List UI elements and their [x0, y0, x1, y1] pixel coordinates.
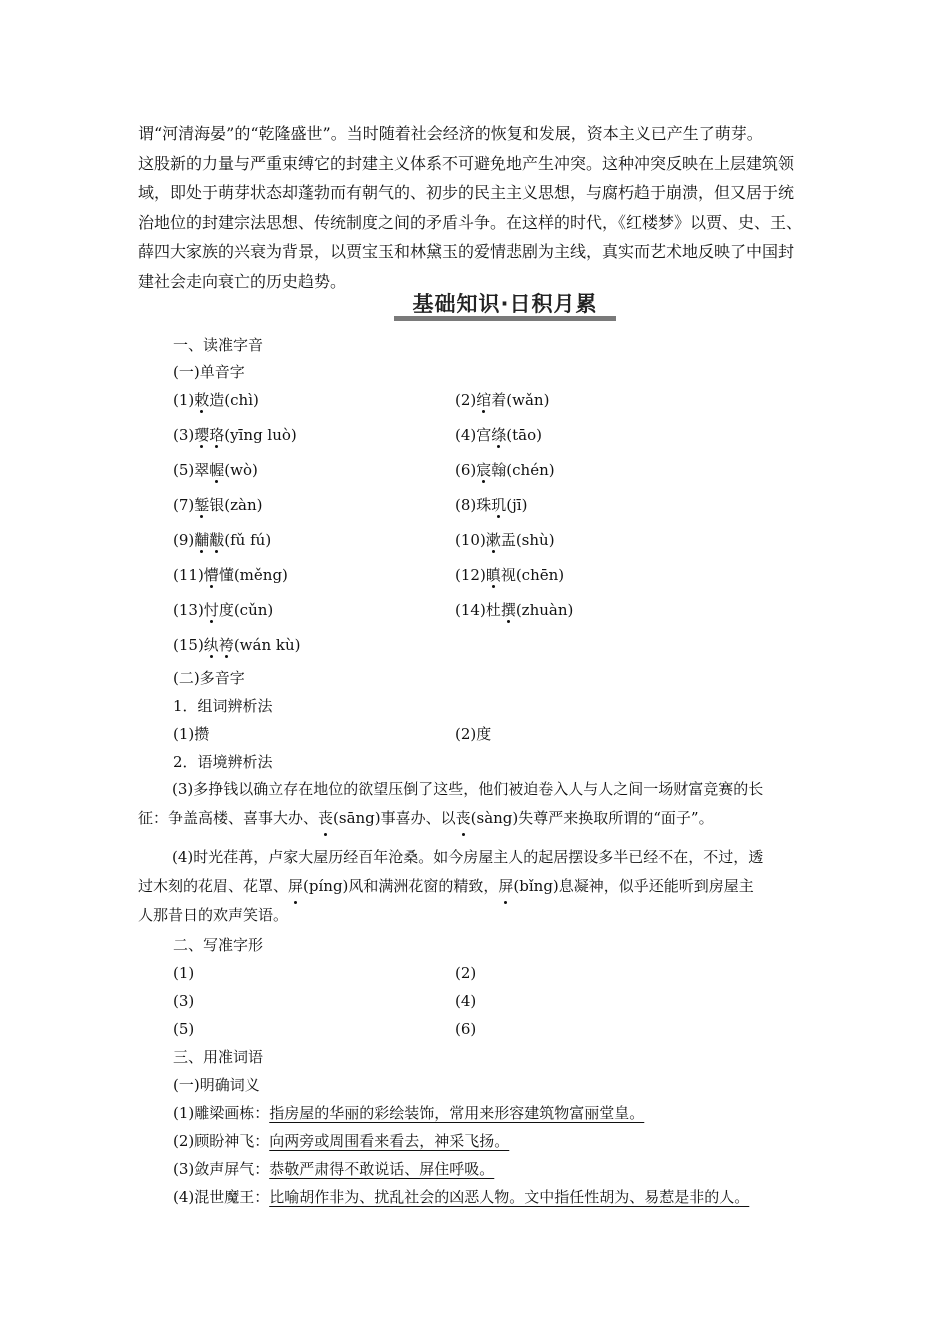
item-number: (8) [455, 496, 477, 514]
definition-row [173, 1187, 749, 1207]
dotted-char: 屏 [288, 872, 303, 901]
item-pinyin: (fǔ fú) [224, 531, 272, 549]
heading-word-usage: 三、用准词语 [173, 1048, 264, 1066]
item-pinyin: (tāo) [506, 426, 542, 444]
item-char: 宫 [476, 426, 492, 444]
single-char-item [173, 390, 259, 410]
text-run: 过木刻的花眉、花罩、 [138, 877, 289, 895]
definition-text: 恭敬严肃得不敢说话、屏住呼吸。 [269, 1160, 495, 1178]
paragraph-line: (3)多挣钱以确立存在地位的欲望压倒了这些，他们被迫卷入人与人之间一场财富竞赛的长 [172, 780, 764, 798]
single-char-item [173, 635, 301, 655]
single-char-item [455, 425, 542, 445]
item-pinyin: (wò) [224, 461, 258, 479]
item-char: 珠 [476, 496, 492, 514]
single-char-item [455, 460, 555, 480]
glyph-item: (2) [455, 964, 477, 982]
single-char-item [173, 460, 258, 480]
item-char: 银 [209, 496, 225, 514]
item-char: 錾 [194, 496, 210, 514]
item-char: 黻 [209, 531, 225, 549]
item-char: 瞋 [485, 566, 501, 584]
definition-term: (3)敛声屏气： [173, 1160, 270, 1178]
definition-text: 向两旁或周围看来看去，神采飞扬。 [269, 1132, 510, 1150]
item-char: 盂 [500, 531, 516, 549]
method-one-item-2: (2)度 [455, 725, 492, 743]
definition-term: (4)混世魔王： [173, 1188, 270, 1206]
text-run: 征：争盖高楼、喜事大办、 [138, 809, 319, 827]
method-one: 1．组词辨析法 [173, 697, 273, 715]
glyph-item: (1) [173, 964, 195, 982]
definition-text: 指房屋的华丽的彩绘装饰，常用来形容建筑物富丽堂皇。 [269, 1104, 645, 1122]
dotted-char: 丧 [456, 804, 471, 833]
intro-line: 这股新的力量与严重束缚它的封建主义体系不可避免地产生冲突。这种冲突反映在上层建筑领 [138, 153, 795, 173]
item-number: (12) [455, 566, 486, 584]
paragraph-line: (4)时光荏苒，卢家大屋历经百年沧桑。如今房屋主人的起居摆设多半已经不在，不过，透 [172, 848, 764, 866]
item-pinyin: (yīng luò) [224, 426, 297, 444]
method-two: 2．语境辨析法 [173, 753, 273, 771]
context-paragraph-3 [138, 775, 850, 833]
item-char: 漱 [485, 531, 501, 549]
item-char: 绦 [491, 426, 507, 444]
paragraph-line: 人那昔日的欢声笑语。 [138, 906, 289, 924]
item-char: 绾 [476, 391, 492, 409]
item-char: 袴 [218, 636, 234, 654]
intro-line: 建社会走向衰亡的历史趋势。 [138, 271, 347, 291]
item-char: 幄 [209, 461, 225, 479]
item-char: 翰 [491, 461, 507, 479]
item-number: (6) [455, 461, 477, 479]
item-char: 度 [218, 601, 234, 619]
item-pinyin: (chén) [506, 461, 555, 479]
item-char: 撰 [500, 601, 516, 619]
item-pinyin: (zhuàn) [515, 601, 574, 619]
definition-row [173, 1159, 494, 1179]
item-number: (1) [173, 391, 195, 409]
item-char: 忖 [203, 601, 219, 619]
definition-row [173, 1131, 509, 1151]
item-number: (5) [173, 461, 195, 479]
subheading-meaning: (一)明确词义 [173, 1076, 260, 1094]
item-pinyin: (zàn) [224, 496, 263, 514]
item-pinyin: (shù) [515, 531, 555, 549]
item-number: (14) [455, 601, 486, 619]
item-char: 造 [209, 391, 225, 409]
item-pinyin: (chì) [224, 391, 259, 409]
item-number: (4) [455, 426, 477, 444]
intro-line: 薛四大家族的兴衰为背景，以贾宝玉和林黛玉的爱情悲剧为主线，真实而艺术地反映了中国封 [138, 242, 795, 261]
definition-term: (2)顾盼神飞： [173, 1132, 270, 1150]
glyph-item: (5) [173, 1020, 195, 1038]
item-number: (11) [173, 566, 204, 584]
item-char: 敕 [194, 391, 210, 409]
item-char: 翠 [194, 461, 210, 479]
heading-pronunciation: 一、读准字音 [173, 336, 264, 354]
intro-line: 治地位的封建宗法思想、传统制度之间的矛盾斗争。在这样的时代，《红楼梦》以贾、史、王、 [138, 212, 803, 232]
single-char-item [173, 600, 273, 620]
definition-term: (1)雕梁画栋： [173, 1104, 270, 1122]
glyph-item: (6) [455, 1020, 477, 1038]
glyph-item: (3) [173, 992, 195, 1010]
item-char: 懵 [203, 566, 219, 584]
item-pinyin: (cǔn) [233, 601, 274, 619]
item-number: (7) [173, 496, 195, 514]
item-char: 懂 [218, 566, 234, 584]
item-char: 璎 [194, 426, 210, 444]
single-char-item [173, 425, 297, 445]
item-char: 着 [491, 391, 507, 409]
item-char: 杜 [485, 601, 501, 619]
item-pinyin: (měng) [233, 566, 288, 584]
single-char-item [455, 565, 564, 585]
text-run: (bǐng)息凝神，似乎还能听到房屋主 [513, 877, 754, 895]
definition-text: 比喻胡作非为、扰乱社会的凶恶人物。文中指任性胡为、易惹是非的人。 [269, 1188, 750, 1206]
paragraph-line [138, 872, 850, 901]
dotted-char: 丧 [318, 804, 333, 833]
single-char-item [455, 530, 555, 550]
item-number: (15) [173, 636, 204, 654]
item-number: (13) [173, 601, 204, 619]
heading-glyph-form: 二、写准字形 [173, 936, 264, 954]
item-number: (10) [455, 531, 486, 549]
text-run: (sāng)事喜办、以 [333, 809, 456, 827]
single-char-item [173, 495, 263, 515]
glyph-item: (4) [455, 992, 477, 1010]
item-pinyin: (chēn) [515, 566, 565, 584]
item-pinyin: (wǎn) [506, 391, 550, 409]
single-char-item [455, 390, 549, 410]
subheading-multi-char: (二)多音字 [173, 669, 245, 687]
section-banner [394, 290, 616, 320]
intro-line: 谓“河清海晏”的“乾隆盛世”。当时随着社会经济的恢复和发展，资本主义已产生了萌芽。 [138, 124, 763, 143]
item-number: (9) [173, 531, 195, 549]
paragraph-line [138, 804, 850, 833]
banner-title: 基础知识·日积月累 [412, 292, 598, 316]
item-pinyin: (jī) [506, 496, 528, 514]
item-char: 纨 [203, 636, 219, 654]
context-paragraph-4 [138, 843, 850, 930]
single-char-item [173, 530, 271, 550]
item-pinyin: (wán kù) [233, 636, 301, 654]
item-char: 视 [500, 566, 516, 584]
single-char-item [455, 600, 573, 620]
intro-line: 域，即处于萌芽状态却蓬勃而有朝气的、初步的民主主义思想，与腐朽趋于崩溃，但又居于统 [138, 183, 795, 202]
dotted-char: 屏 [498, 872, 513, 901]
method-one-item-1: (1)攒 [173, 725, 210, 743]
item-char: 黼 [194, 531, 210, 549]
item-char: 珞 [209, 426, 225, 444]
intro-paragraph [138, 119, 850, 296]
text-run: (sàng)失尊严来换取所谓的“面子”。 [470, 809, 714, 827]
item-char: 玑 [491, 496, 507, 514]
item-char: 宸 [476, 461, 492, 479]
single-char-item [173, 565, 288, 585]
item-number: (2) [455, 391, 477, 409]
single-char-item [455, 495, 527, 515]
text-run: (píng)风和满洲花窗的精致， [303, 877, 499, 895]
subheading-single-char: (一)单音字 [173, 363, 245, 381]
definition-row [173, 1103, 644, 1123]
item-number: (3) [173, 426, 195, 444]
